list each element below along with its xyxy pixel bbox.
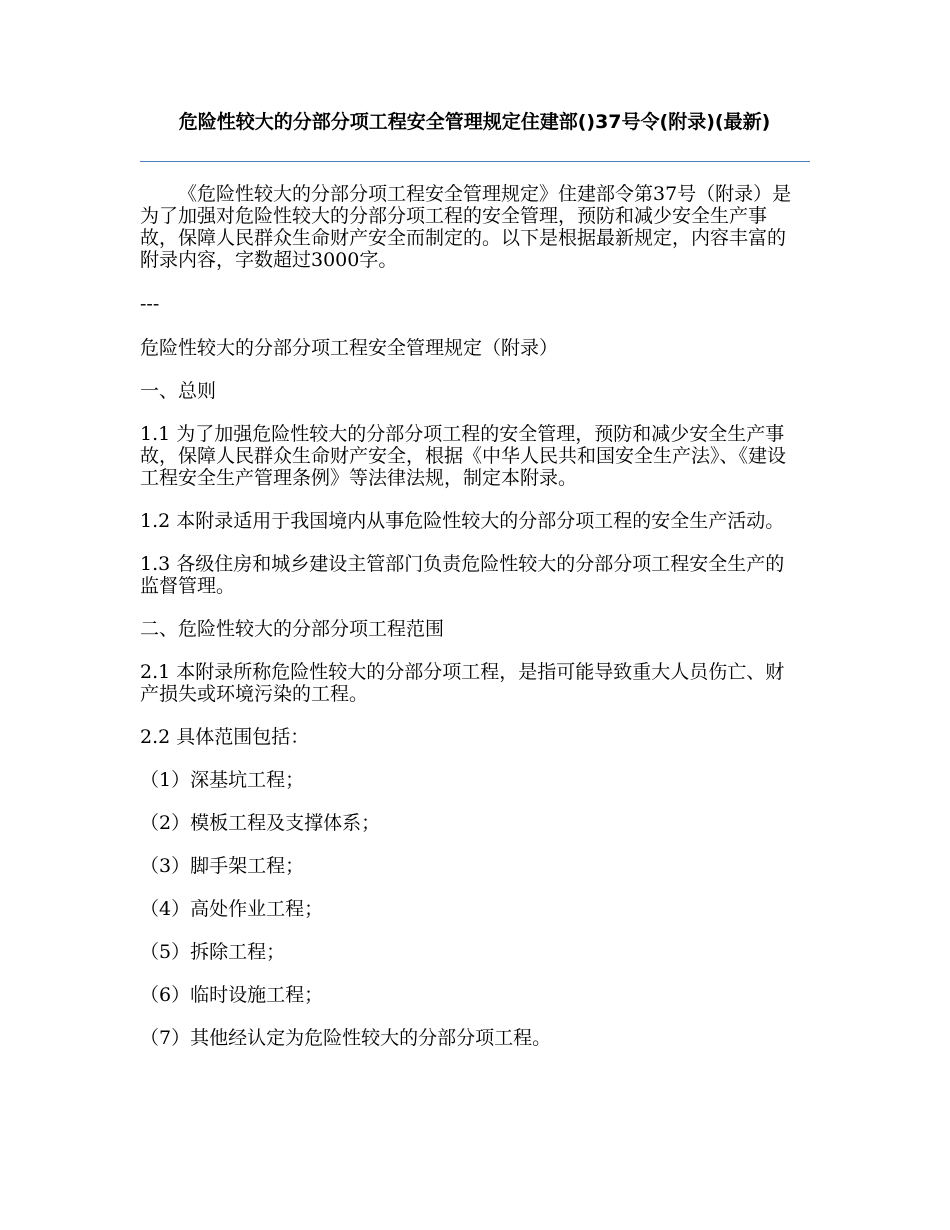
clause-1-3: 1.3 各级住房和城乡建设主管部门负责危险性较大的分部分项工程安全生产的监督管理。 xyxy=(140,553,785,597)
scope-list-item: （7）其他经认定为危险性较大的分部分项工程。 xyxy=(140,1027,552,1049)
clause-1-1: 1.1 为了加强危险性较大的分部分项工程的安全管理，预防和减少安全生产事故，保障人民群众生命财产安全，根据《中华人民共和国安全生产法》、《建设工程安全生产管理条例》等法律法规，制定本附录。 xyxy=(140,423,787,489)
scope-list-item: （1）深基坑工程； xyxy=(140,769,305,791)
scope-list-item: （5）拆除工程； xyxy=(140,941,286,963)
separator-text: --- xyxy=(140,293,160,315)
clause-2-1: 2.1 本附录所称危险性较大的分部分项工程，是指可能导致重大人员伤亡、财产损失或环境污染的工程。 xyxy=(140,661,785,705)
scope-list-item: （6）临时设施工程； xyxy=(140,984,324,1006)
document-title: 危险性较大的分部分项工程安全管理规定住建部()37号令(附录)(最新) xyxy=(178,111,771,133)
appendix-heading: 危险性较大的分部分项工程安全管理规定（附录） xyxy=(140,337,559,359)
section-heading-general: 一、总则 xyxy=(140,380,217,402)
clause-1-2: 1.2 本附录适用于我国境内从事危险性较大的分部分项工程的安全生产活动。 xyxy=(140,510,785,532)
scope-list-item: （2）模板工程及支撑体系； xyxy=(140,812,381,834)
scope-list-item: （3）脚手架工程； xyxy=(140,855,305,877)
document-body xyxy=(140,183,795,1049)
section-heading-scope: 二、危险性较大的分部分项工程范围 xyxy=(140,618,445,640)
title-divider xyxy=(140,161,810,162)
scope-list-item: （4）高处作业工程； xyxy=(140,898,324,920)
clause-2-2: 2.2 具体范围包括： xyxy=(140,726,310,748)
intro-paragraph: 《危险性较大的分部分项工程安全管理规定》住建部令第37号（附录）是为了加强对危险性较大的分部分项工程的安全管理，预防和减少安全生产事故，保障人民群众生命财产安全而制定的。以下是根据最新规定，内容丰富的附录内容，字数超过3000字。 xyxy=(140,183,792,271)
